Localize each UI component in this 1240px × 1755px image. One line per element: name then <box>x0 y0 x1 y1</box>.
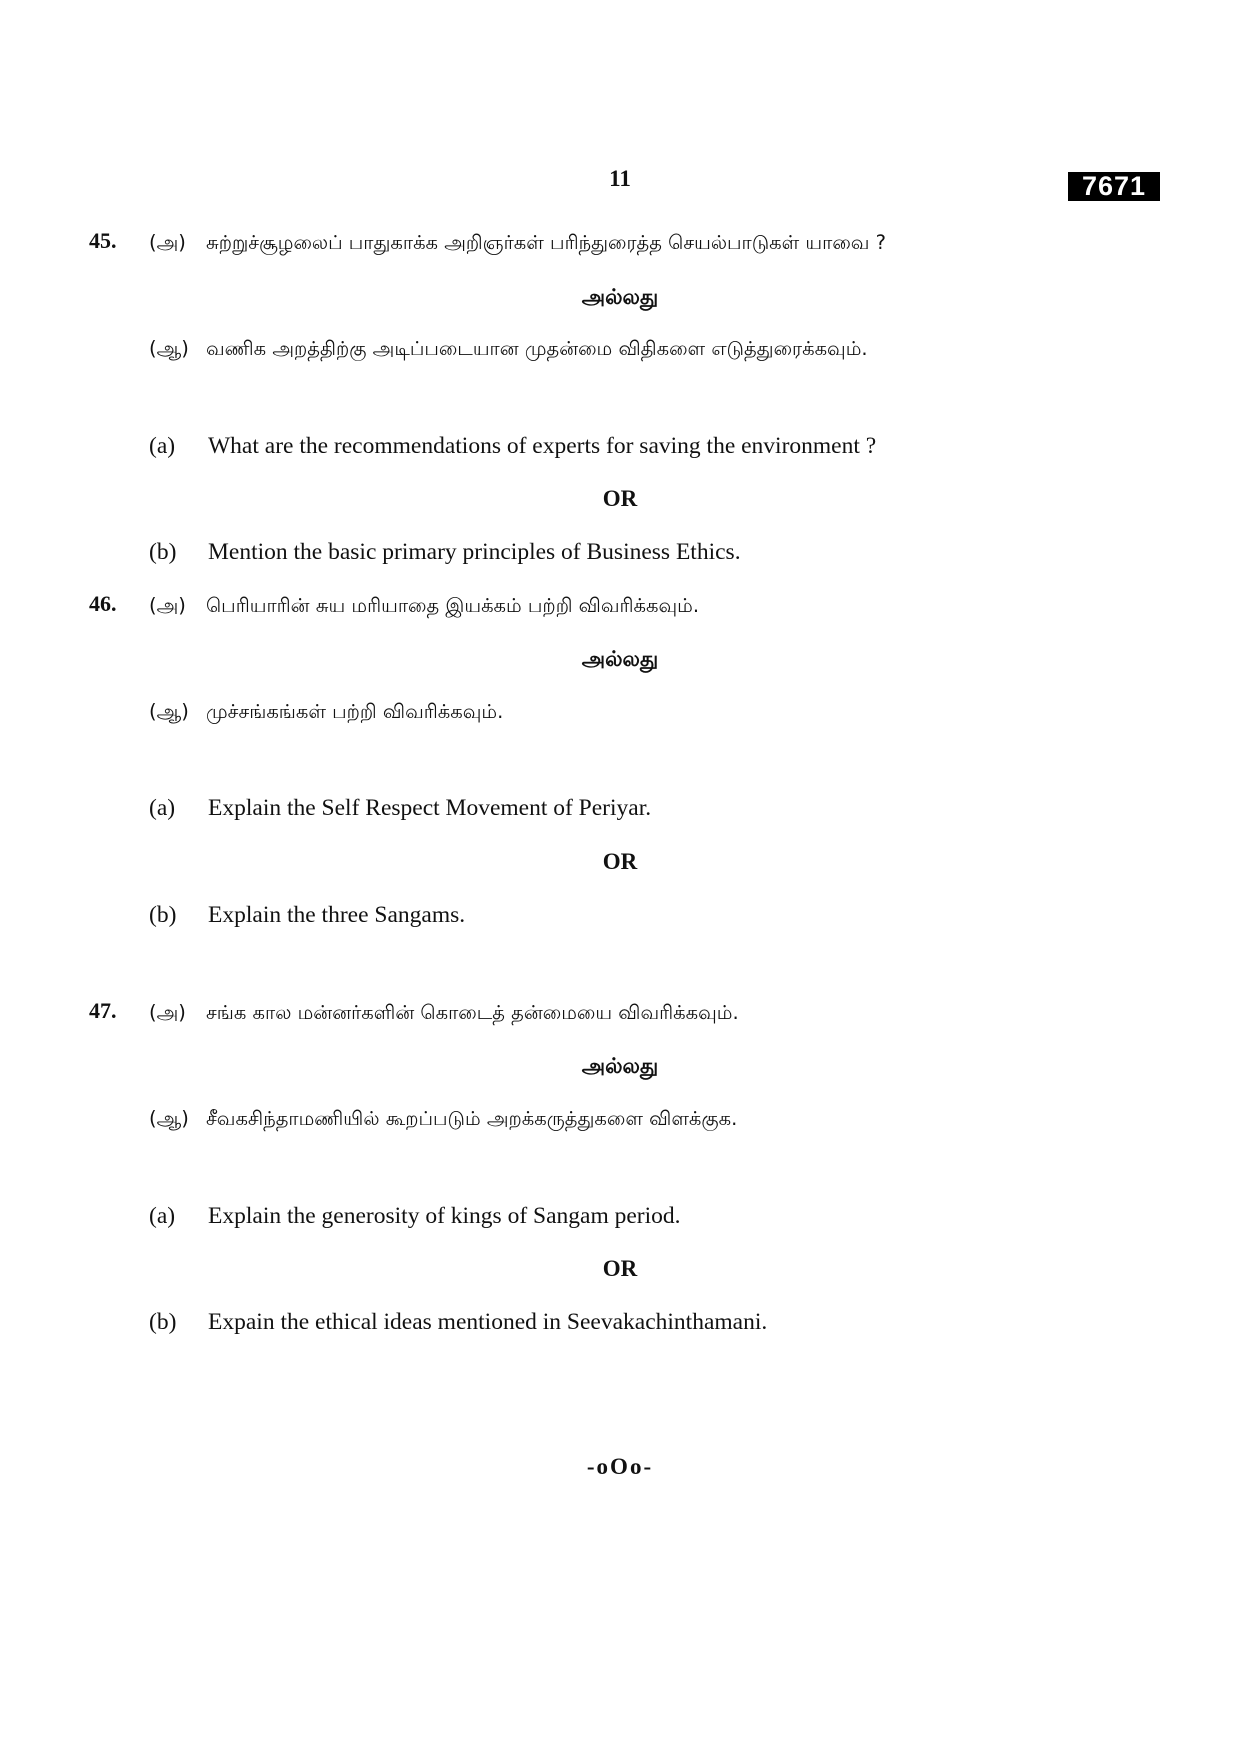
english-option-a-marker: (a) <box>149 433 176 459</box>
tamil-option-a: பெரியாரின் சுய மரியாதை இயக்கம் பற்றி விவரிக்கவும். <box>206 594 700 617</box>
english-option-a: Explain the generosity of kings of Sangam period. <box>208 1203 681 1229</box>
tamil-option-b-marker: (ஆ) <box>149 337 189 360</box>
english-or: OR <box>602 849 638 874</box>
tamil-option-a: சங்க கால மன்னர்களின் கொடைத் தன்மையை விவரிக்கவும். <box>206 1001 739 1024</box>
tamil-option-b: முச்சங்கங்கள் பற்றி விவரிக்கவும். <box>206 700 504 723</box>
tamil-option-b: வணிக அறத்திற்கு அடிப்படையான முதன்மை விதிகளை எடுத்துரைக்கவும். <box>206 337 868 360</box>
english-option-b-marker: (b) <box>149 539 177 565</box>
tamil-option-b-marker: (ஆ) <box>149 1107 189 1130</box>
end-of-paper-mark: -oOo- <box>586 1454 654 1479</box>
tamil-option-a-marker: (அ) <box>149 231 186 254</box>
question-number: 45. <box>89 228 117 253</box>
page-number: 11 <box>609 166 631 191</box>
english-option-a-marker: (a) <box>149 1203 176 1229</box>
english-or: OR <box>602 486 638 511</box>
english-option-a: What are the recommendations of experts for saving the environment ? <box>208 433 877 459</box>
english-option-b: Expain the ethical ideas mentioned in Seevakachinthamani. <box>208 1309 768 1335</box>
english-or: OR <box>602 1256 638 1281</box>
english-option-a-marker: (a) <box>149 795 176 821</box>
english-option-b-marker: (b) <box>149 1309 177 1335</box>
english-option-a: Explain the Self Respect Movement of Periyar. <box>208 795 652 821</box>
paper-code-badge: 7671 <box>1068 172 1160 201</box>
tamil-option-a: சுற்றுச்சூழலைப் பாதுகாக்க அறிஞர்கள் பரிந்துரைத்த செயல்பாடுகள் யாவை ? <box>206 231 886 254</box>
tamil-or: அல்லது <box>581 1054 659 1078</box>
tamil-or: அல்லது <box>581 285 659 309</box>
english-option-b-marker: (b) <box>149 902 177 928</box>
tamil-or: அல்லது <box>581 647 659 671</box>
question-number: 46. <box>89 591 117 616</box>
english-option-b: Explain the three Sangams. <box>208 902 466 928</box>
tamil-option-b: சீவகசிந்தாமணியில் கூறப்படும் அறக்கருத்துகளை விளக்குக. <box>206 1107 738 1130</box>
question-number: 47. <box>89 998 117 1023</box>
tamil-option-b-marker: (ஆ) <box>149 700 189 723</box>
tamil-option-a-marker: (அ) <box>149 1001 186 1024</box>
tamil-option-a-marker: (அ) <box>149 594 186 617</box>
english-option-b: Mention the basic primary principles of Business Ethics. <box>208 539 741 565</box>
